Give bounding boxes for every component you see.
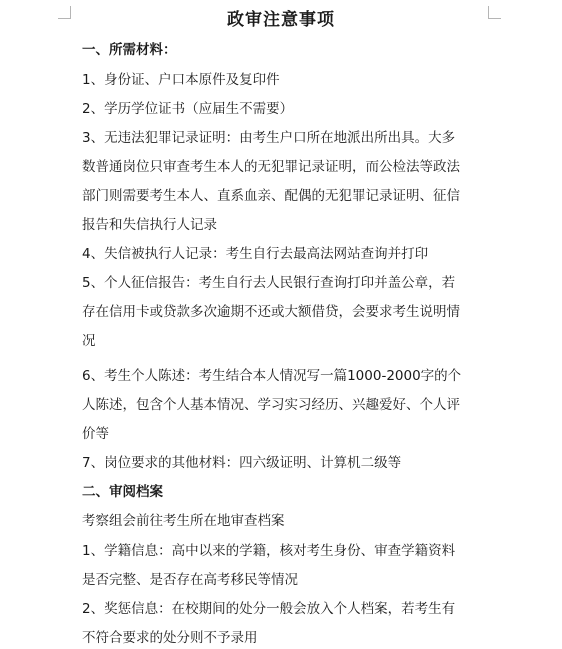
paragraph-line: 价等 <box>82 426 109 442</box>
paragraph-line: 6、考生个人陈述：考生结合本人情况写一篇1000-2000字的个 <box>82 368 462 384</box>
paragraph-line: 7、岗位要求的其他材料：四六级证明、计算机二级等 <box>82 455 402 471</box>
paragraph-line: 况 <box>82 333 96 349</box>
paragraph-line: 5、个人征信报告：考生自行去人民银行查询打印并盖公章，若 <box>82 275 456 291</box>
paragraph-line: 考察组会前往考生所在地审查档案 <box>82 513 285 529</box>
paragraph-line: 1、身份证、户口本原件及复印件 <box>82 72 280 88</box>
paragraph-line: 人陈述，包含个人基本情况、学习实习经历、兴趣爱好、个人评 <box>82 397 460 413</box>
paragraph-line: 数普通岗位只审查考生本人的无犯罪记录证明，而公检法等政法 <box>82 159 460 175</box>
paragraph-line: 3、无违法犯罪记录证明：由考生户口所在地派出所出具。大多 <box>82 130 456 146</box>
section-heading-archives: 二、审阅档案 <box>82 484 163 500</box>
paragraph-line: 1、学籍信息：高中以来的学籍，核对考生身份、审查学籍资料 <box>82 543 456 559</box>
paragraph-line: 不符合要求的处分则不予录用 <box>82 630 258 646</box>
document-title: 政审注意事项 <box>227 10 335 30</box>
paragraph-line: 是否完整、是否存在高考移民等情况 <box>82 572 298 588</box>
paragraph-line: 4、失信被执行人记录：考生自行去最高法网站查询并打印 <box>82 246 429 262</box>
section-heading-materials: 一、所需材料： <box>82 42 177 58</box>
paragraph-line: 存在信用卡或贷款多次逾期不还或大额借贷，会要求考生说明情 <box>82 304 460 320</box>
paragraph-line: 部门则需要考生本人、直系血亲、配偶的无犯罪记录证明、征信 <box>82 188 460 204</box>
paragraph-line: 2、学历学位证书（应届生不需要） <box>82 101 294 117</box>
paragraph-line: 2、奖惩信息：在校期间的处分一般会放入个人档案，若考生有 <box>82 601 456 617</box>
paragraph-line: 报告和失信执行人记录 <box>82 217 217 233</box>
